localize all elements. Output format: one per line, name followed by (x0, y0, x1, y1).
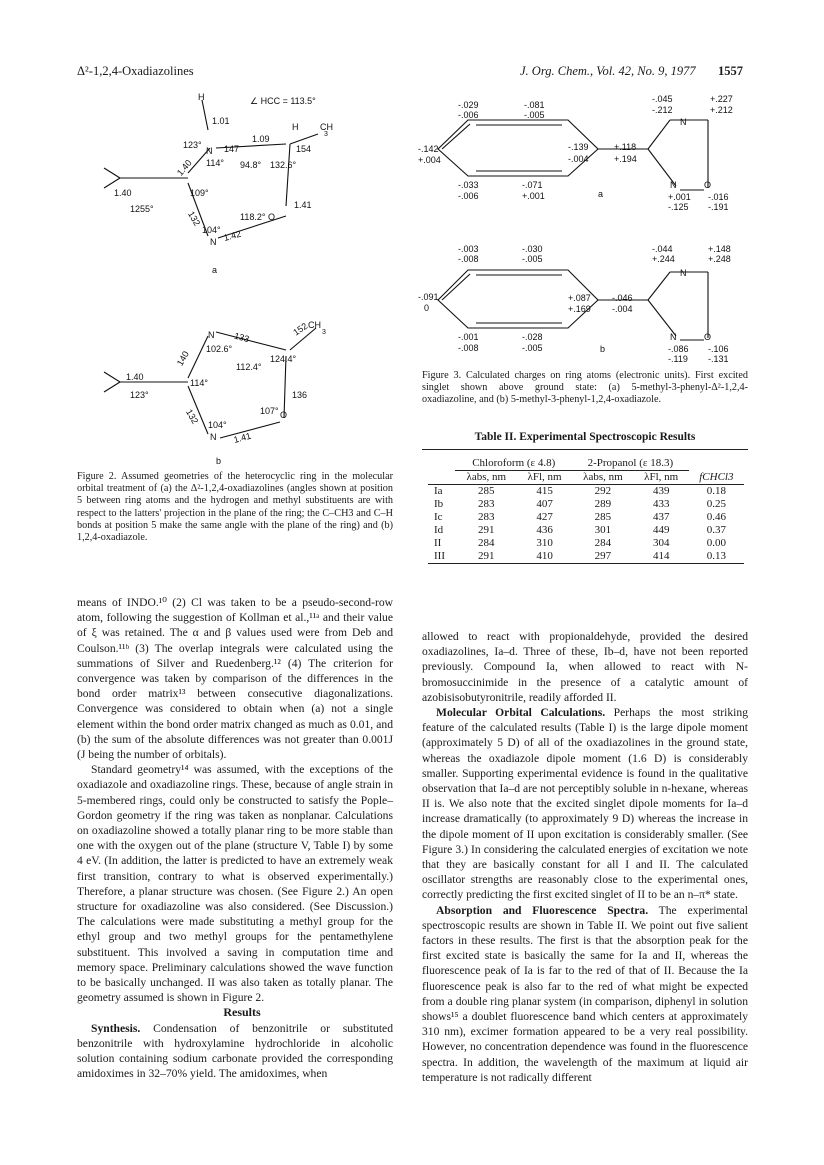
svg-text:3: 3 (324, 131, 328, 138)
svg-text:-.046: -.046 (612, 293, 633, 303)
svg-text:0: 0 (424, 303, 430, 313)
svg-text:147: 147 (224, 144, 240, 154)
svg-text:154: 154 (296, 144, 312, 154)
svg-text:-.091: -.091 (418, 292, 439, 302)
table-cell: 415 (536, 485, 553, 497)
table-cell: 410 (536, 550, 553, 562)
table-2-title: Table II. Experimental Spectroscopic Results (474, 431, 696, 443)
col-header: λFl, nm (527, 471, 562, 483)
paragraph: Molecular Orbital Calculations. Perhaps the most striking feature of the calculated results (Table I) is the large dipole moment (approximately 5 D) of all of the oxadiazolines in the ground state, whereas the oxadiazole dipole moment (1.6 D) is considerably smaller. Supporting experimental evidence is found in the qualitative observation that Ia–d are not perceptibly soluble in n-hexane, whereas II is. We also note that the excited singlet dipole moments for Ia–d increase dramatically (to approximately 9 D) whereas the increase in the dipole moment of II upon excitation is considerably smaller. (See Figure 3.) In considering the calculated energies of excitation we note that they are basically constant for all I and II. The calculated oscillator strengths are reasonably close to the experimental ones, correctly predicting the first excited singlet of II to be an n–π* state. (422, 706, 748, 902)
svg-text:H: H (292, 122, 299, 132)
paragraph: allowed to react with propionaldehyde, provided the desired oxadiazolines, Ia–d. Three of these, Ib–d, have not been reported previously. Compound Ia, when allowed to react with N-bromosuccinimide in the presence of a catalytic amount of azobisisobutyronitrile, readily afforded II. (422, 630, 748, 704)
figure-2-caption: Figure 2. Assumed geometries of the heterocyclic ring in the molecular orbital treatment of (a) the Δ²-1,2,4-oxadiazolines (angles shown at position 5 between ring atoms and the hydrogen and methyl substituents are with respect to the latters' projection in the plane of the ring; the C–CH3 and C–H bonds at position 5 make the same angle with the plane of the ring) and (b) 1,2,4-oxadiazole. (77, 471, 393, 544)
page-number: 1557 (718, 64, 743, 78)
table-row (428, 485, 744, 499)
table-cell: 0.13 (706, 550, 726, 562)
svg-text:-.005: -.005 (522, 343, 543, 353)
svg-text:1.42: 1.42 (222, 228, 243, 243)
svg-text:140: 140 (174, 349, 191, 368)
svg-text:-.131: -.131 (708, 354, 729, 364)
table-cell: 284 (478, 537, 495, 549)
svg-text:-.086: -.086 (668, 344, 689, 354)
running-head-title: Δ²-1,2,4-Oxadiazolines (77, 64, 194, 78)
table-cell: 310 (536, 537, 553, 549)
svg-text:N: N (208, 330, 215, 340)
svg-text:-.125: -.125 (668, 202, 689, 212)
table-cell: 297 (594, 550, 612, 562)
table-cell: Id (434, 524, 444, 536)
section-heading-results: Results (223, 1005, 261, 1020)
svg-text:-.003: -.003 (458, 244, 479, 254)
svg-text:-.016: -.016 (708, 192, 729, 202)
svg-text:123°: 123° (183, 140, 202, 150)
svg-text:102.6°: 102.6° (206, 344, 233, 354)
table-cell: 0.46 (706, 511, 726, 523)
table-cell: 407 (536, 498, 553, 510)
svg-text:-.004: -.004 (612, 304, 633, 314)
table-cell: 292 (594, 485, 612, 497)
svg-text:-.006: -.006 (458, 191, 479, 201)
table-cell: 283 (478, 498, 495, 510)
run-in-heading: Absorption and Fluorescence Spectra. (436, 903, 649, 917)
table-cell: 283 (478, 511, 495, 523)
table-cell: II (434, 537, 442, 549)
running-head-journal: J. Org. Chem., Vol. 42, No. 9, 1977 (520, 64, 696, 78)
table-cell: 0.37 (706, 524, 726, 536)
svg-text:123°: 123° (130, 390, 149, 400)
table-2-group-propanol: 2-Propanol (ε 18.3) (572, 457, 689, 471)
svg-text:N: N (670, 332, 677, 342)
svg-text:-.029: -.029 (458, 100, 479, 110)
svg-text:-.001: -.001 (458, 332, 479, 342)
svg-text:-.005: -.005 (524, 110, 545, 120)
svg-text:-.045: -.045 (652, 94, 673, 104)
svg-text:-.071: -.071 (522, 180, 543, 190)
paragraph: Synthesis. Condensation of benzonitrile or substituted benzonitrile with hydroxylamine hydrochloride in alcoholic solution containing sodium carbonate provided the corresponding amidoximes in 32–70% yield. The amidoximes, when (77, 1021, 393, 1081)
svg-text:1.40: 1.40 (126, 372, 144, 382)
svg-text:-.106: -.106 (708, 344, 729, 354)
svg-text:N: N (680, 117, 687, 127)
svg-text:CH: CH (308, 320, 321, 330)
svg-text:-.139: -.139 (568, 142, 589, 152)
svg-text:+.001: +.001 (522, 191, 545, 201)
svg-text:114°: 114° (190, 378, 208, 388)
svg-text:N: N (210, 432, 217, 442)
table-cell: Ic (434, 511, 443, 523)
svg-text:O: O (704, 180, 712, 190)
svg-text:112.4°: 112.4° (236, 362, 262, 372)
figure-2a-labels (114, 92, 333, 275)
svg-text:-.008: -.008 (458, 343, 479, 353)
table-cell: 289 (594, 498, 612, 510)
run-in-heading: Synthesis. (91, 1021, 141, 1035)
table-cell: 436 (536, 524, 553, 536)
svg-text:109°: 109° (190, 188, 209, 198)
svg-text:O: O (280, 410, 288, 420)
svg-text:+.194: +.194 (614, 154, 637, 164)
svg-text:118.2° O: 118.2° O (240, 212, 275, 222)
svg-text:-.033: -.033 (458, 180, 479, 190)
table-row (428, 537, 744, 550)
svg-text:O: O (704, 332, 712, 342)
table-row (428, 524, 744, 537)
table-cell: 427 (536, 511, 553, 523)
figure-2b-labels (126, 320, 326, 466)
svg-text:+.118: +.118 (614, 142, 637, 152)
svg-text:∠ HCC = 113.5°: ∠ HCC = 113.5° (250, 96, 316, 106)
svg-text:94.8°: 94.8° (240, 160, 262, 170)
svg-text:-.081: -.081 (524, 100, 545, 110)
table-cell: 437 (652, 511, 670, 523)
svg-text:1.41: 1.41 (294, 200, 312, 210)
svg-text:132: 132 (186, 209, 203, 228)
paragraph: means of INDO.¹⁰ (2) Cl was taken to be a pseudo-second-row atom, following the suggestion of Kollman et al.,¹¹ᵃ and their value of ξ was retained. The α and β values used were from Deb and Coulson.¹¹ᵇ (3) The overlap integrals were calculated using the summations of Silver and Ruedenberg.¹² (4) The criterion for convergence was taken by comparison of the differences in the bond order matrix¹³ between consecutive diagonalizations. Convergence was considered to obtain when (a) not a single element within the bond order matrix changed as much as 0.01, and (b) the sum of the absolute differences was not greater than 0.001J (J being the number of orbitals). (77, 596, 393, 762)
svg-text:1.40: 1.40 (114, 188, 132, 198)
table-cell: Ib (434, 498, 444, 510)
svg-text:-.030: -.030 (522, 244, 543, 254)
svg-text:+.248: +.248 (708, 254, 731, 264)
paragraph: Standard geometry¹⁴ was assumed, with the exceptions of the oxadiazole and oxadiazoline rings. These, because of angle strain in 5-membered rings, could only be constructed to satisfy the Pople–Gordon geometry if the ring was taken as nonplanar. Calculations on oxadiazoline showed a totally planar ring to be more stable than one with the oxygen out of the plane (structure V, Table I) by some 4 eV. (In addition, the latter is predicted to have an extremely weak first transition, contrary to what is observed experimentally.) Therefore, a planar structure was chosen. (See Figure 2.) An open structure for oxadiazoline was also considered. (See Discussion.) The calculations were made substituting a methyl group for the ethyl group and two methyl groups for the pentamethylene substituent. This involved a saving in computation time and memory space. Preliminary calculations showed the wave function to be basically unchanged. II was also taken as totally planar. The geometry assumed is shown in Figure 2. (77, 763, 393, 1005)
svg-text:-.212: -.212 (652, 105, 673, 115)
svg-text:104°: 104° (202, 225, 221, 235)
table-2-group-chloroform: Chloroform (ε 4.8) (455, 457, 572, 471)
svg-text:114°: 114° (206, 158, 224, 168)
svg-text:107°: 107° (260, 406, 279, 416)
svg-text:152: 152 (291, 320, 310, 338)
left-column (77, 595, 393, 1082)
svg-text:1.41: 1.41 (232, 430, 253, 445)
table-2 (428, 457, 744, 564)
svg-text:b: b (600, 344, 606, 354)
svg-text:133: 133 (233, 330, 251, 345)
svg-text:-.028: -.028 (522, 332, 543, 342)
svg-text:124.4°: 124.4° (270, 354, 297, 364)
table-cell: III (434, 550, 445, 562)
svg-text:1.09: 1.09 (252, 134, 270, 144)
svg-text:1.40: 1.40 (174, 157, 194, 178)
svg-text:132.6°: 132.6° (270, 160, 297, 170)
svg-text:+.169: +.169 (568, 304, 591, 314)
svg-text:a: a (212, 265, 218, 275)
paragraph: Absorption and Fluorescence Spectra. The experimental spectroscopic results are shown in Table II. We point out five salient factors in these results. The first is that the absorption peak for the first excited state is basically the same for Ia and II, whereas the fluorescence peak of Ia is far to the red of that of II. Because the Ia fluorescence peak is also far to the red of what might be expected from a double ring planar system (in comparison, diphenyl in solution shows¹⁵ a doublet fluorescence band which centers at approximately 310 nm), excimer formation appeared to be a very real possibility. However, no concentration dependence was found in the fluorescence spectra. In addition, the wavelength of the maximum at liquid air temperature is not radically different (422, 903, 748, 1084)
table-cell: 0.00 (706, 537, 726, 549)
col-header: λabs, nm (466, 471, 507, 483)
run-in-heading: Molecular Orbital Calculations. (436, 706, 606, 720)
svg-text:136: 136 (292, 390, 308, 400)
svg-text:-.142: -.142 (418, 144, 439, 154)
svg-text:N: N (210, 237, 217, 247)
svg-text:+.244: +.244 (652, 254, 675, 264)
figure-3 (418, 92, 752, 364)
right-column (422, 629, 748, 1085)
svg-text:+.001: +.001 (668, 192, 691, 202)
svg-text:-.006: -.006 (458, 110, 479, 120)
table-row (428, 550, 744, 564)
svg-text:-.119: -.119 (668, 354, 688, 364)
table-cell: 285 (478, 485, 495, 497)
table-cell: Ia (434, 485, 443, 497)
svg-text:+.004: +.004 (418, 155, 441, 165)
svg-text:-.191: -.191 (708, 202, 729, 212)
table-cell: 285 (594, 511, 612, 523)
svg-text:132: 132 (184, 407, 201, 426)
svg-text:b: b (216, 456, 222, 466)
svg-text:+.227: +.227 (710, 94, 733, 104)
table-cell: 291 (478, 550, 495, 562)
svg-text:-.008: -.008 (458, 254, 479, 264)
table-cell: 0.25 (706, 498, 726, 510)
col-header: fCHCl3 (699, 470, 734, 483)
svg-text:N: N (670, 180, 677, 190)
svg-text:1255°: 1255° (130, 204, 154, 214)
col-header: λFl, nm (644, 471, 679, 483)
svg-text:104°: 104° (208, 420, 227, 430)
svg-text:N: N (206, 146, 213, 156)
table-2-body (428, 485, 744, 564)
table-cell: 304 (652, 537, 670, 549)
table-cell: 439 (652, 485, 670, 497)
svg-text:-.004: -.004 (568, 154, 589, 164)
table-cell: 0.18 (706, 485, 726, 497)
svg-text:3: 3 (322, 329, 326, 336)
table-row (428, 511, 744, 524)
figure-3-caption: Figure 3. Calculated charges on ring atoms (electronic units). First excited singlet shown above ground state: (a) 5-methyl-3-phenyl-Δ²-1,2,4-oxadiazoline, and (b) 5-methyl-3-phenyl-1,2,4-oxadiazole. (422, 370, 748, 406)
table-cell: 291 (478, 524, 495, 536)
svg-text:H: H (198, 92, 205, 102)
table-cell: 284 (594, 537, 612, 549)
figure-3a-labels (418, 94, 733, 212)
svg-text:+.148: +.148 (708, 244, 731, 254)
svg-text:+.087: +.087 (568, 293, 591, 303)
table-cell: 301 (594, 524, 612, 536)
table-cell: 449 (652, 524, 670, 536)
svg-text:+.212: +.212 (710, 105, 733, 115)
svg-text:CH: CH (320, 122, 333, 132)
table-cell: 414 (652, 550, 670, 562)
table-2-rule-top (422, 449, 748, 450)
svg-text:1.01: 1.01 (212, 116, 230, 126)
svg-text:-.005: -.005 (522, 254, 543, 264)
table-cell: 433 (652, 498, 670, 510)
col-header: λabs, nm (583, 471, 623, 483)
svg-text:a: a (598, 189, 604, 199)
table-row (428, 498, 744, 511)
figure-2 (90, 88, 333, 468)
figure-3b-labels (418, 244, 731, 364)
svg-text:-.044: -.044 (652, 244, 673, 254)
svg-text:N: N (680, 268, 687, 278)
